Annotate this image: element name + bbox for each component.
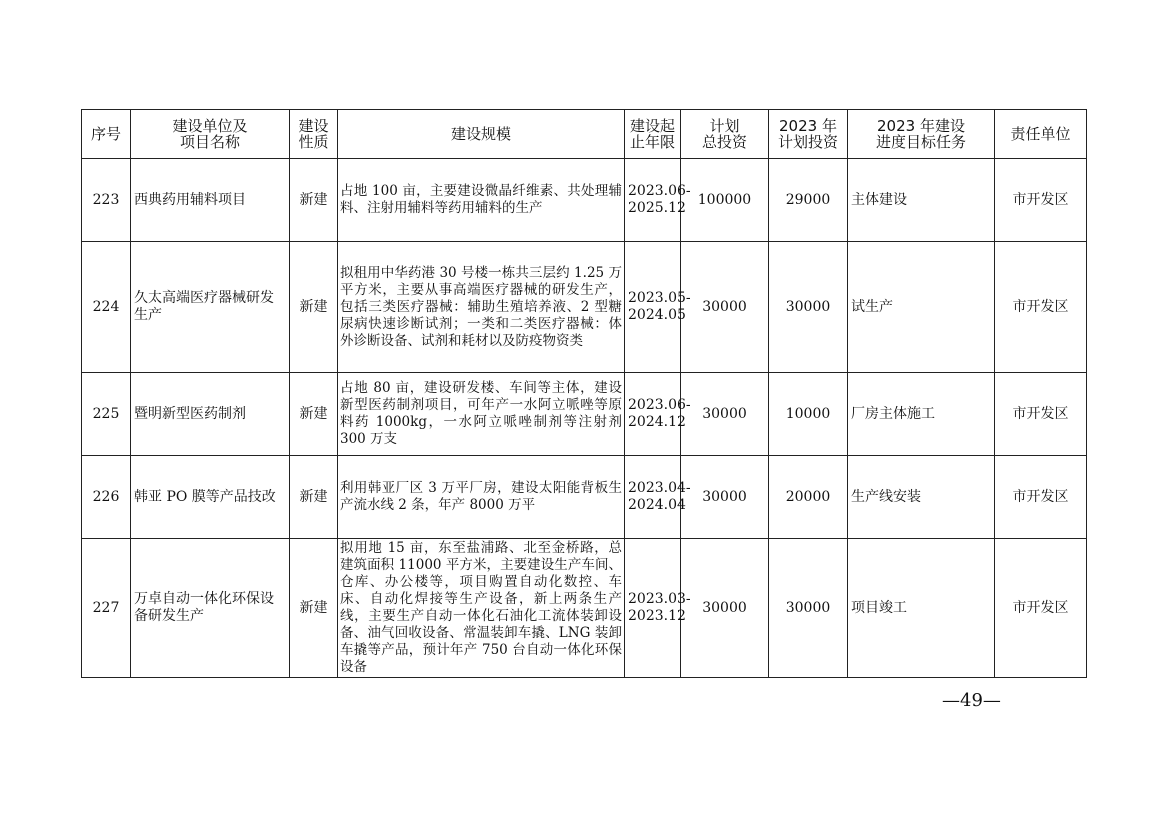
cell-2023-target: 生产线安装 — [848, 456, 995, 539]
header-responsible-unit: 责任单位 — [995, 110, 1087, 159]
cell-responsible-unit: 市开发区 — [995, 159, 1087, 242]
header-period: 建设起 止年限 — [625, 110, 681, 159]
cell-nature: 新建 — [290, 242, 338, 373]
table-row — [82, 159, 1087, 242]
cell-2023-target: 主体建设 — [848, 159, 995, 242]
cell-2023-investment: 30000 — [769, 539, 848, 678]
cell-2023-target: 项目竣工 — [848, 539, 995, 678]
project-table — [81, 109, 1087, 678]
header-nature: 建设 性质 — [290, 110, 338, 159]
cell-responsible-unit: 市开发区 — [995, 539, 1087, 678]
cell-total-investment: 30000 — [681, 456, 769, 539]
cell-total-investment: 30000 — [681, 242, 769, 373]
cell-seq: 225 — [82, 373, 131, 456]
table-row — [82, 242, 1087, 373]
header-2023-investment: 2023 年 计划投资 — [769, 110, 848, 159]
cell-period: 2023.06- 2025.12 — [625, 159, 681, 242]
header-unit-name: 建设单位及 项目名称 — [131, 110, 290, 159]
cell-scale: 拟租用中华药港 30 号楼一栋共三层约 1.25 万平方米，主要从事高端医疗器械的研发生产，包括三类医疗器械：辅助生殖培养液、2 型糖尿病快速诊断试剂；一类和二类医疗器械：体外诊断设备、试剂和耗材以及防疫物资类 — [338, 242, 625, 373]
cell-scale: 拟用地 15 亩，东至盐浦路、北至金桥路，总建筑面积 11000 平方米，主要建设生产车间、仓库、办公楼等，项目购置自动化数控、车床、自动化焊接等生产设备，新上两条生产线，主要生产自动一体化石油化工流体装卸设备、油气回收设备、常温装卸车撬、LNG 装卸车撬等产品，预计年产 750 台自动一体化环保设备 — [338, 539, 625, 678]
header-scale: 建设规模 — [338, 110, 625, 159]
cell-period: 2023.04- 2024.04 — [625, 456, 681, 539]
cell-period: 2023.06- 2024.12 — [625, 373, 681, 456]
cell-nature: 新建 — [290, 456, 338, 539]
header-seq: 序号 — [82, 110, 131, 159]
cell-total-investment: 30000 — [681, 373, 769, 456]
table-row — [82, 373, 1087, 456]
cell-total-investment: 100000 — [681, 159, 769, 242]
cell-seq: 224 — [82, 242, 131, 373]
cell-scale: 利用韩亚厂区 3 万平厂房，建设太阳能背板生产流水线 2 条，年产 8000 万平 — [338, 456, 625, 539]
cell-project-name: 西典药用辅料项目 — [131, 159, 290, 242]
cell-2023-target: 厂房主体施工 — [848, 373, 995, 456]
cell-total-investment: 30000 — [681, 539, 769, 678]
cell-2023-investment: 29000 — [769, 159, 848, 242]
cell-seq: 223 — [82, 159, 131, 242]
cell-project-name: 久太高端医疗器械研发生产 — [131, 242, 290, 373]
header-row — [82, 110, 1087, 159]
table-row — [82, 456, 1087, 539]
cell-seq: 227 — [82, 539, 131, 678]
table-row — [82, 539, 1087, 678]
cell-scale: 占地 80 亩，建设研发楼、车间等主体，建设新型医药制剂项目，可年产一水阿立哌唑等原料药 1000kg，一水阿立哌唑制剂等注射剂 300 万支 — [338, 373, 625, 456]
cell-period: 2023.05- 2024.05 — [625, 242, 681, 373]
cell-seq: 226 — [82, 456, 131, 539]
cell-project-name: 暨明新型医药制剂 — [131, 373, 290, 456]
cell-project-name: 韩亚 PO 膜等产品技改 — [131, 456, 290, 539]
cell-2023-investment: 10000 — [769, 373, 848, 456]
page-number: —49— — [942, 690, 1001, 711]
cell-project-name: 万卓自动一体化环保设备研发生产 — [131, 539, 290, 678]
cell-scale: 占地 100 亩，主要建设微晶纤维素、共处理辅料、注射用辅料等药用辅料的生产 — [338, 159, 625, 242]
cell-responsible-unit: 市开发区 — [995, 456, 1087, 539]
cell-nature: 新建 — [290, 159, 338, 242]
cell-responsible-unit: 市开发区 — [995, 242, 1087, 373]
cell-2023-investment: 30000 — [769, 242, 848, 373]
cell-nature: 新建 — [290, 539, 338, 678]
header-2023-target: 2023 年建设 进度目标任务 — [848, 110, 995, 159]
cell-period: 2023.03- 2023.12 — [625, 539, 681, 678]
header-total-investment: 计划 总投资 — [681, 110, 769, 159]
cell-2023-target: 试生产 — [848, 242, 995, 373]
cell-2023-investment: 20000 — [769, 456, 848, 539]
cell-responsible-unit: 市开发区 — [995, 373, 1087, 456]
cell-nature: 新建 — [290, 373, 338, 456]
